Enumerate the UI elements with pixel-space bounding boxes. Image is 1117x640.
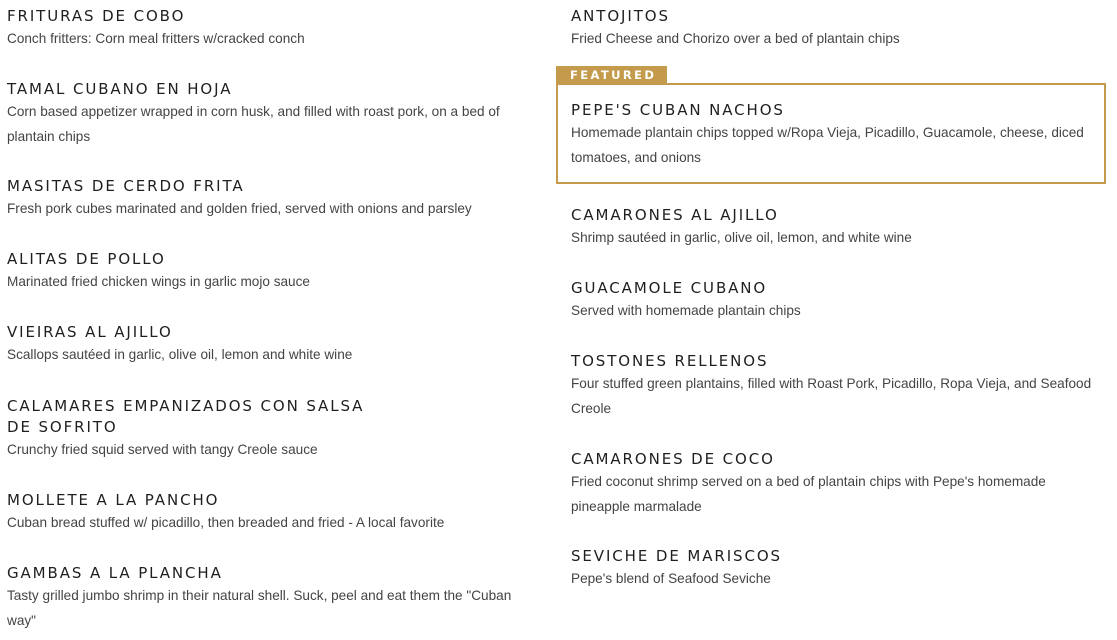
menu-item bbox=[571, 100, 1089, 170]
menu-item-title: ANTOJITOS bbox=[571, 7, 670, 25]
menu-item-title: CAMARONES AL AJILLO bbox=[571, 206, 779, 224]
featured-item-box bbox=[556, 83, 1106, 184]
menu-item-title: MASITAS DE CERDO FRITA bbox=[7, 177, 245, 195]
menu-item-description: Crunchy fried squid served with tangy Creole sauce bbox=[7, 442, 318, 457]
menu-item-title: TAMAL CUBANO EN HOJA bbox=[7, 80, 233, 98]
menu-item-title: ALITAS DE POLLO bbox=[7, 250, 166, 268]
menu-item-description: Fresh pork cubes marinated and golden fried, served with onions and parsley bbox=[7, 201, 472, 216]
menu-item-title: FRITURAS DE COBO bbox=[7, 7, 186, 25]
menu-item-description: Served with homemade plantain chips bbox=[571, 303, 801, 318]
menu-item bbox=[571, 449, 1061, 519]
menu-item-description: Fried coconut shrimp served on a bed of plantain chips with Pepe's homemade pineapple marmalade bbox=[571, 474, 1046, 514]
menu-item bbox=[7, 79, 517, 149]
menu-item-title: GUACAMOLE CUBANO bbox=[571, 279, 768, 297]
menu-item-description: Pepe's blend of Seafood Seviche bbox=[571, 571, 771, 586]
menu-item bbox=[7, 490, 527, 536]
menu-item-title: MOLLETE A LA PANCHO bbox=[7, 491, 220, 509]
menu-item-description: Four stuffed green plantains, filled with Roast Pork, Picadillo, Ropa Vieja, and Seafood Creole bbox=[571, 376, 1092, 416]
featured-item bbox=[556, 66, 1108, 165]
menu-item bbox=[7, 396, 387, 463]
menu-item-title: CALAMARES EMPANIZADOS CON SALSA DE SOFRITO bbox=[7, 397, 365, 436]
menu-item-description: Tasty grilled jumbo shrimp in their natural shell. Suck, peel and eat them the "Cuban way" bbox=[7, 588, 512, 628]
menu-item-description: Fried Cheese and Chorizo over a bed of plantain chips bbox=[571, 31, 900, 46]
menu-item-description: Marinated fried chicken wings in garlic mojo sauce bbox=[7, 274, 310, 289]
menu-item bbox=[571, 546, 1093, 592]
menu-item-title: CAMARONES DE COCO bbox=[571, 450, 775, 468]
menu-item-description: Corn based appetizer wrapped in corn husk, and filled with roast pork, on a bed of plantain chips bbox=[7, 104, 500, 144]
menu-item-description: Conch fritters: Corn meal fritters w/cracked conch bbox=[7, 31, 305, 46]
menu-item-description: Homemade plantain chips topped w/Ropa Vieja, Picadillo, Guacamole, cheese, diced tomatoes, and onions bbox=[571, 125, 1084, 165]
menu-item bbox=[7, 176, 527, 222]
menu-item bbox=[571, 205, 1093, 251]
menu-item-title: PEPE'S CUBAN NACHOS bbox=[571, 101, 785, 119]
menu-item-description: Scallops sautéed in garlic, olive oil, lemon and white wine bbox=[7, 347, 353, 362]
menu-item bbox=[7, 249, 527, 295]
menu-item bbox=[7, 322, 527, 368]
menu-item-title: GAMBAS A LA PLANCHA bbox=[7, 564, 223, 582]
featured-badge: FEATURED bbox=[556, 66, 667, 84]
menu-item-description: Shrimp sautéed in garlic, olive oil, lemon, and white wine bbox=[571, 230, 912, 245]
menu-item bbox=[7, 563, 522, 633]
menu-item bbox=[571, 6, 1093, 52]
menu-item-description: Cuban bread stuffed w/ picadillo, then breaded and fried - A local favorite bbox=[7, 515, 445, 530]
menu-item-title: VIEIRAS AL AJILLO bbox=[7, 323, 173, 341]
menu-item bbox=[7, 6, 527, 52]
menu-item-title: TOSTONES RELLENOS bbox=[571, 352, 769, 370]
menu-item bbox=[571, 351, 1093, 421]
menu-item bbox=[571, 278, 1093, 324]
menu-item-title: SEVICHE DE MARISCOS bbox=[571, 547, 782, 565]
